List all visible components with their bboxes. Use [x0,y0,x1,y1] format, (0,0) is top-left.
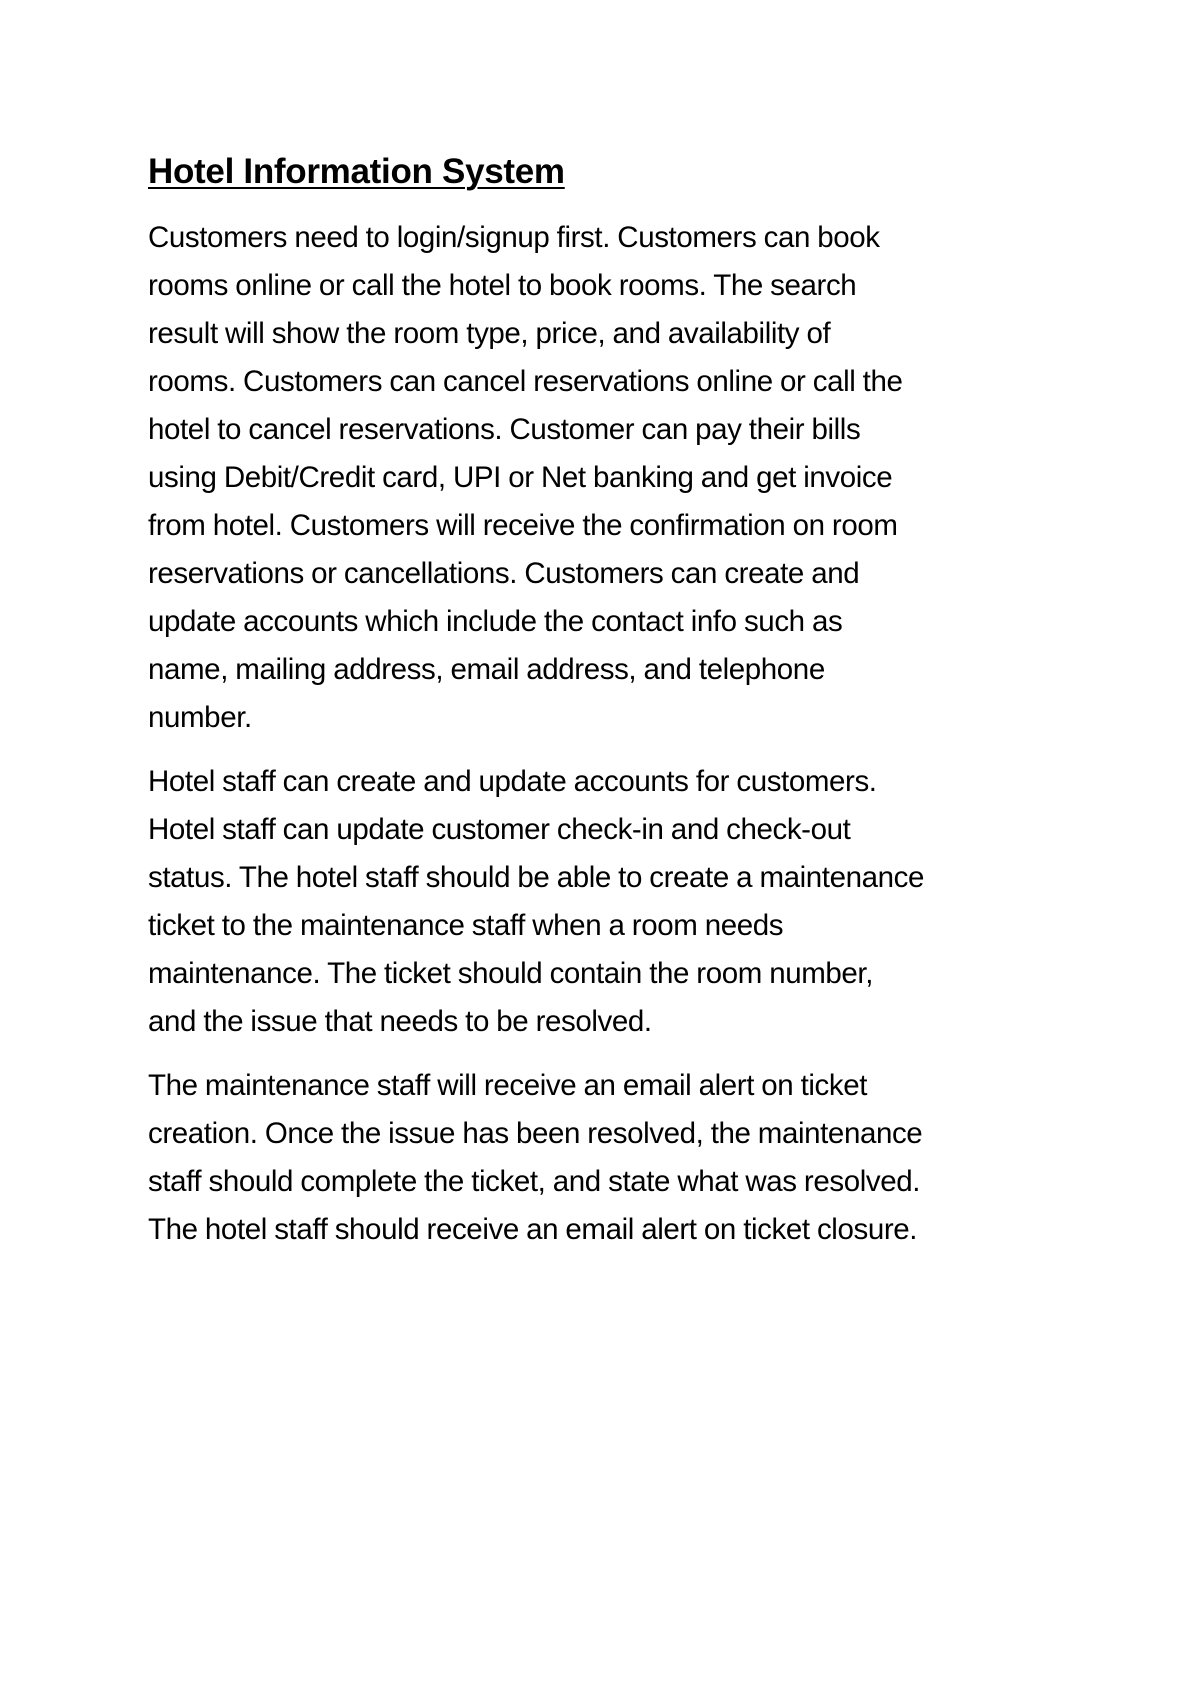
paragraph-line: update accounts which include the contact info such as [148,605,843,638]
paragraph-line: staff should complete the ticket, and state what was resolved. [148,1165,921,1198]
paragraph-line: number. [148,701,252,734]
paragraph-line: creation. Once the issue has been resolved, the maintenance [148,1117,923,1150]
document-title: Hotel Information System [148,152,565,191]
paragraph-line: rooms online or call the hotel to book rooms. The search [148,269,857,302]
paragraph-line: result will show the room type, price, and availability of [148,317,831,350]
paragraph-line: The hotel staff should receive an email alert on ticket closure. [148,1213,918,1246]
paragraph-line: and the issue that needs to be resolved. [148,1005,652,1038]
paragraph-customers [148,214,1068,742]
paragraph-line: Hotel staff can update customer check-in and check-out [148,813,851,846]
paragraph-line: ticket to the maintenance staff when a room needs [148,909,784,942]
paragraph-line: from hotel. Customers will receive the confirmation on room [148,509,898,542]
paragraph-line: using Debit/Credit card, UPI or Net banking and get invoice [148,461,893,494]
paragraph-line: Hotel staff can create and update accounts for customers. [148,765,877,798]
paragraph-line: rooms. Customers can cancel reservations online or call the [148,365,903,398]
paragraph-line: The maintenance staff will receive an email alert on ticket [148,1069,868,1102]
paragraph-line: reservations or cancellations. Customers can create and [148,557,860,590]
paragraph-line: name, mailing address, email address, and telephone [148,653,825,686]
document-content [148,150,1068,1270]
paragraph-line: hotel to cancel reservations. Customer can pay their bills [148,413,861,446]
paragraph-line: status. The hotel staff should be able to create a maintenance [148,861,924,894]
paragraph-hotel-staff [148,758,1068,1046]
paragraph-maintenance-staff [148,1062,1068,1254]
paragraph-line: maintenance. The ticket should contain the room number, [148,957,874,990]
paragraph-line: Customers need to login/signup first. Customers can book [148,221,880,254]
